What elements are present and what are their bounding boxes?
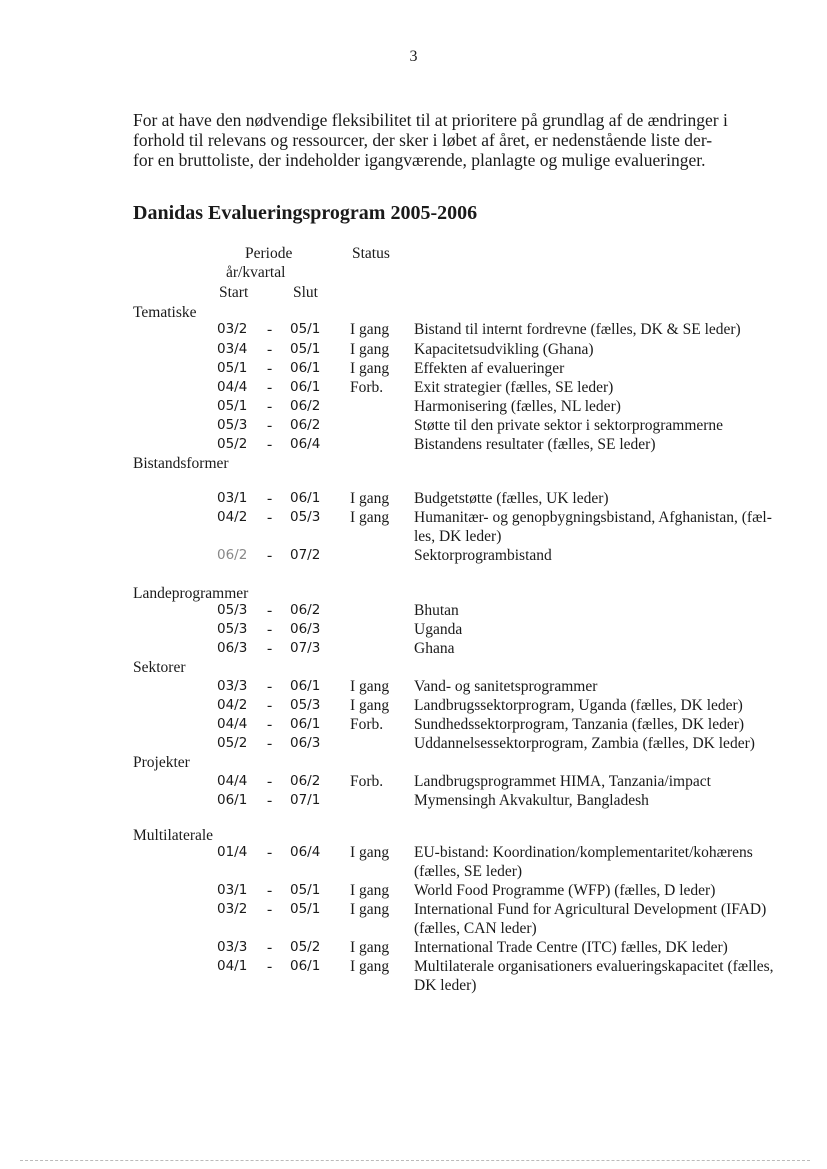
end-period: 06/4 (290, 436, 321, 452)
evaluation-description: World Food Programme (WFP) (fælles, D leder) (414, 882, 716, 899)
end-period: 07/2 (290, 547, 321, 563)
period-dash: - (267, 547, 273, 564)
category-label: Projekter (133, 754, 190, 771)
program-title: Danidas Evalueringsprogram 2005-2006 (133, 202, 478, 224)
evaluation-description: Bhutan (414, 602, 459, 619)
table-row (0, 620, 827, 639)
end-period: 06/3 (290, 735, 321, 751)
end-period: 05/1 (290, 901, 321, 917)
end-period: 07/3 (290, 640, 321, 656)
table-row (0, 715, 827, 734)
intro-line: for en bruttoliste, der indeholder igangværende, planlagte og mulige evalueringer. (133, 150, 706, 170)
status-cell: Forb. (350, 773, 384, 790)
period-dash: - (267, 321, 273, 338)
end-period: 06/2 (290, 398, 321, 414)
period-dash: - (267, 509, 273, 526)
evaluation-description: Bistand til internt fordrevne (fælles, DK & SE leder) (414, 321, 741, 338)
table-row (0, 772, 827, 791)
evaluation-description: Landbrugsprogrammet HIMA, Tanzania/impact (414, 773, 711, 790)
category-row (0, 454, 827, 473)
category-label: Sektorer (133, 659, 186, 676)
start-period: 04/2 (217, 697, 248, 713)
start-period: 05/2 (217, 735, 248, 751)
period-dash: - (267, 341, 273, 358)
period-dash: - (267, 490, 273, 507)
table-row (0, 435, 827, 454)
table-row (0, 527, 827, 546)
evaluation-description: Mymensingh Akvakultur, Bangladesh (414, 792, 649, 809)
evaluation-description: Bistandens resultater (fælles, SE leder) (414, 436, 656, 453)
evaluation-description: Multilaterale organisationers evalueringskapacitet (fælles, (414, 958, 774, 975)
periode-header: Periode (245, 245, 293, 262)
start-period: 01/4 (217, 844, 248, 860)
period-dash: - (267, 901, 273, 918)
status-cell: I gang (350, 509, 390, 526)
evaluation-description: Landbrugssektorprogram, Uganda (fælles, DK leder) (414, 697, 743, 714)
status-cell: I gang (350, 844, 390, 861)
table-row (0, 320, 827, 339)
status-cell: Forb. (350, 716, 384, 733)
category-label: Tematiske (133, 304, 197, 321)
start-period: 05/1 (217, 360, 248, 376)
start-period: 03/4 (217, 341, 248, 357)
table-row (0, 601, 827, 620)
start-period: 04/4 (217, 716, 248, 732)
status-cell: I gang (350, 901, 390, 918)
aar-kvartal-header: år/kvartal (226, 264, 286, 281)
evaluation-description: Uganda (414, 621, 463, 638)
evaluation-description: Ghana (414, 640, 455, 657)
end-period: 06/1 (290, 716, 321, 732)
evaluation-description: Effekten af evalueringer (414, 360, 565, 377)
evaluation-description: International Trade Centre (ITC) fælles, DK leder) (414, 939, 728, 956)
start-period: 04/4 (217, 773, 248, 789)
page-number: 3 (409, 48, 418, 65)
evaluation-description: International Fund for Agricultural Development (IFAD) (414, 901, 767, 918)
end-period: 06/2 (290, 602, 321, 618)
start-period: 05/3 (217, 417, 248, 433)
start-period: 03/1 (217, 490, 248, 506)
evaluation-description: (fælles, SE leder) (414, 863, 523, 880)
start-period: 03/1 (217, 882, 248, 898)
table-row (0, 340, 827, 359)
category-label: Landeprogrammer (133, 585, 249, 602)
table-row (0, 843, 827, 862)
end-period: 05/1 (290, 321, 321, 337)
end-period: 05/1 (290, 882, 321, 898)
evaluation-description: Sundhedssektorprogram, Tanzania (fælles, DK leder) (414, 716, 745, 733)
period-dash: - (267, 379, 273, 396)
end-period: 06/4 (290, 844, 321, 860)
table-row (0, 397, 827, 416)
start-period: 05/3 (217, 621, 248, 637)
end-period: 06/2 (290, 417, 321, 433)
start-period: 04/1 (217, 958, 248, 974)
evaluation-description: Humanitær- og genopbygningsbistand, Afghanistan, (fæl- (414, 509, 772, 526)
start-period: 04/2 (217, 509, 248, 525)
intro-line: forhold til relevans og ressourcer, der sker i løbet af året, er nedenstående liste der- (133, 130, 713, 150)
start-period: 06/2 (217, 547, 248, 563)
period-dash: - (267, 436, 273, 453)
end-period: 06/1 (290, 379, 321, 395)
end-period: 05/3 (290, 509, 321, 525)
period-dash: - (267, 844, 273, 861)
start-period: 06/3 (217, 640, 248, 656)
table-row (0, 976, 827, 995)
table-row (0, 696, 827, 715)
start-period: 06/1 (217, 792, 248, 808)
end-period: 06/2 (290, 773, 321, 789)
end-period: 05/2 (290, 939, 321, 955)
table-row (0, 734, 827, 753)
intro-line: For at have den nødvendige fleksibilitet til at prioritere på grundlag af de ændringer i (133, 110, 728, 130)
period-dash: - (267, 958, 273, 975)
start-period: 03/2 (217, 901, 248, 917)
period-dash: - (267, 773, 273, 790)
period-dash: - (267, 882, 273, 899)
period-dash: - (267, 417, 273, 434)
table-row (0, 489, 827, 508)
slut-header: Slut (293, 284, 318, 301)
start-period: 03/2 (217, 321, 248, 337)
table-row (0, 881, 827, 900)
table-row (0, 900, 827, 919)
evaluation-description: (fælles, CAN leder) (414, 920, 537, 937)
start-period: 03/3 (217, 678, 248, 694)
status-cell: I gang (350, 341, 390, 358)
table-row (0, 639, 827, 658)
category-row (0, 753, 827, 772)
evaluation-description: Støtte til den private sektor i sektorprogrammerne (414, 417, 724, 434)
evaluation-description: Sektorprogrambistand (414, 547, 552, 564)
end-period: 06/3 (290, 621, 321, 637)
table-row (0, 546, 827, 565)
evaluation-description: Vand- og sanitetsprogrammer (414, 678, 598, 695)
period-dash: - (267, 716, 273, 733)
table-row (0, 957, 827, 976)
status-header: Status (352, 245, 390, 262)
period-dash: - (267, 792, 273, 809)
evaluation-description: les, DK leder) (414, 528, 502, 545)
category-label: Bistandsformer (133, 455, 229, 472)
end-period: 06/1 (290, 958, 321, 974)
period-dash: - (267, 398, 273, 415)
table-row (0, 938, 827, 957)
end-period: 06/1 (290, 360, 321, 376)
period-dash: - (267, 621, 273, 638)
table-row (0, 359, 827, 378)
end-period: 06/1 (290, 678, 321, 694)
intro-paragraph (133, 110, 773, 170)
evaluation-description: DK leder) (414, 977, 477, 994)
period-dash: - (267, 697, 273, 714)
start-period: 04/4 (217, 379, 248, 395)
evaluation-description: Budgetstøtte (fælles, UK leder) (414, 490, 609, 507)
table-row (0, 378, 827, 397)
start-period: 05/1 (217, 398, 248, 414)
evaluation-description: Harmonisering (fælles, NL leder) (414, 398, 621, 415)
start-period: 03/3 (217, 939, 248, 955)
end-period: 06/1 (290, 490, 321, 506)
end-period: 05/1 (290, 341, 321, 357)
table-row (0, 791, 827, 810)
table-row (0, 862, 827, 881)
category-label: Multilaterale (133, 827, 214, 844)
evaluation-description: Kapacitetsudvikling (Ghana) (414, 341, 594, 358)
status-cell: I gang (350, 882, 390, 899)
status-cell: I gang (350, 697, 390, 714)
status-cell: Forb. (350, 379, 384, 396)
start-period: 05/3 (217, 602, 248, 618)
period-dash: - (267, 939, 273, 956)
period-dash: - (267, 678, 273, 695)
start-header: Start (219, 284, 249, 301)
table-row (0, 919, 827, 938)
evaluation-description: EU-bistand: Koordination/komplementaritet/kohærens (414, 844, 753, 861)
period-dash: - (267, 602, 273, 619)
footer-divider (20, 1160, 810, 1161)
status-cell: I gang (350, 678, 390, 695)
period-dash: - (267, 360, 273, 377)
category-row (0, 658, 827, 677)
evaluation-description: Exit strategier (fælles, SE leder) (414, 379, 614, 396)
status-cell: I gang (350, 490, 390, 507)
period-dash: - (267, 640, 273, 657)
end-period: 05/3 (290, 697, 321, 713)
status-cell: I gang (350, 939, 390, 956)
table-row (0, 677, 827, 696)
evaluation-description: Uddannelsessektorprogram, Zambia (fælles, DK leder) (414, 735, 755, 752)
status-cell: I gang (350, 958, 390, 975)
end-period: 07/1 (290, 792, 321, 808)
table-row (0, 416, 827, 435)
period-dash: - (267, 735, 273, 752)
start-period: 05/2 (217, 436, 248, 452)
table-row (0, 508, 827, 527)
status-cell: I gang (350, 360, 390, 377)
status-cell: I gang (350, 321, 390, 338)
